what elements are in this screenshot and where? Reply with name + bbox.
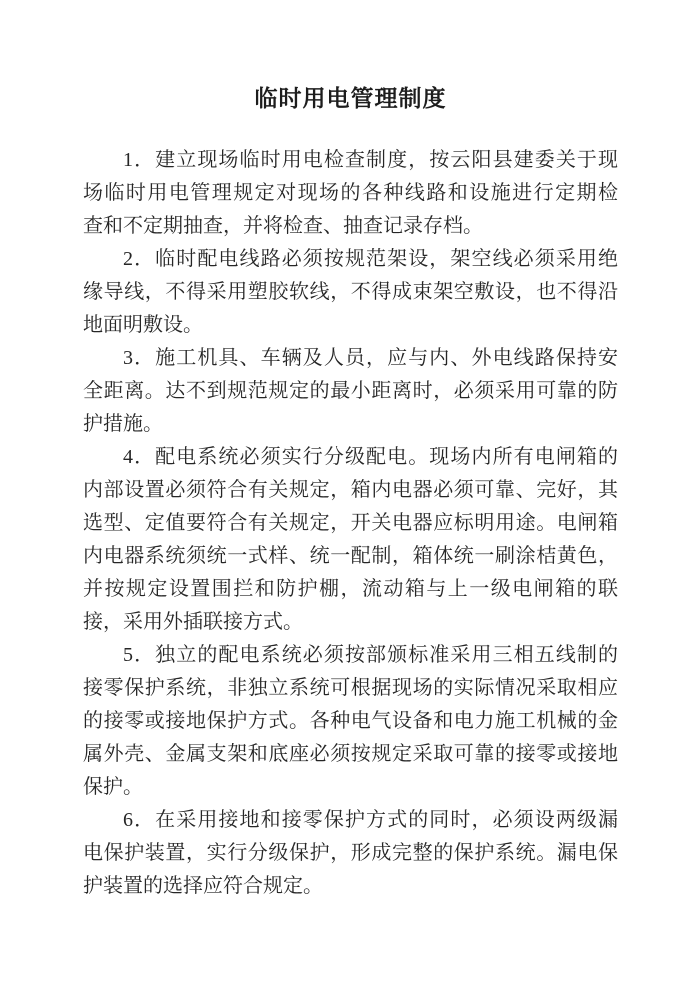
- text-line: 护措施。: [83, 413, 163, 435]
- text-line: 1．建立现场临时用电检查制度，按云阳县建委关于现: [123, 149, 618, 171]
- text-line: 6．在采用接地和接零保护方式的同时，必须设两级漏: [123, 809, 618, 831]
- text-line: 接，采用外插联接方式。: [83, 611, 303, 633]
- paragraph-3: [83, 342, 618, 441]
- text-line: 护装置的选择应符合规定。: [83, 875, 323, 897]
- paragraph-2: [83, 243, 618, 342]
- document-body: [83, 144, 618, 903]
- text-line: 的接零或接地保护方式。各种电气设备和电力施工机械的金: [83, 710, 618, 732]
- text-line: 4．配电系统必须实行分级配电。现场内所有电闸箱的: [123, 446, 618, 468]
- text-line: 内电器系统须统一式样、统一配制，箱体统一刷涂桔黄色，: [83, 545, 618, 567]
- text-line: 3．施工机具、车辆及人员，应与内、外电线路保持安: [123, 347, 618, 369]
- paragraph-4: [83, 441, 618, 639]
- paragraph-1: [83, 144, 618, 243]
- text-line: 属外壳、金属支架和底座必须按规定采取可靠的接零或接地: [83, 743, 618, 765]
- document-title: 临时用电管理制度: [254, 86, 447, 111]
- text-line: 并按规定设置围拦和防护棚，流动箱与上一级电闸箱的联: [83, 578, 618, 600]
- text-line: 选型、定值要符合有关规定，开关电器应标明用途。电闸箱: [83, 512, 618, 534]
- text-line: 电保护装置，实行分级保护，形成完整的保护系统。漏电保: [83, 842, 618, 864]
- text-line: 缘导线，不得采用塑胶软线，不得成束架空敷设，也不得沿: [83, 281, 618, 303]
- text-line: 内部设置必须符合有关规定，箱内电器必须可靠、完好，其: [83, 479, 618, 501]
- text-line: 场临时用电管理规定对现场的各种线路和设施进行定期检: [83, 182, 618, 204]
- text-line: 5．独立的配电系统必须按部颁标准采用三相五线制的: [123, 644, 618, 666]
- paragraph-5: [83, 639, 618, 804]
- paragraph-6: [83, 804, 618, 903]
- text-line: 查和不定期抽查，并将检查、抽查记录存档。: [83, 215, 483, 237]
- text-line: 2．临时配电线路必须按规范架设，架空线必须采用绝: [123, 248, 618, 270]
- text-line: 保护。: [83, 776, 143, 798]
- text-line: 接零保护系统，非独立系统可根据现场的实际情况采取相应: [83, 677, 618, 699]
- text-line: 地面明敷设。: [83, 314, 203, 336]
- text-line: 全距离。达不到规范规定的最小距离时，必须采用可靠的防: [83, 380, 618, 402]
